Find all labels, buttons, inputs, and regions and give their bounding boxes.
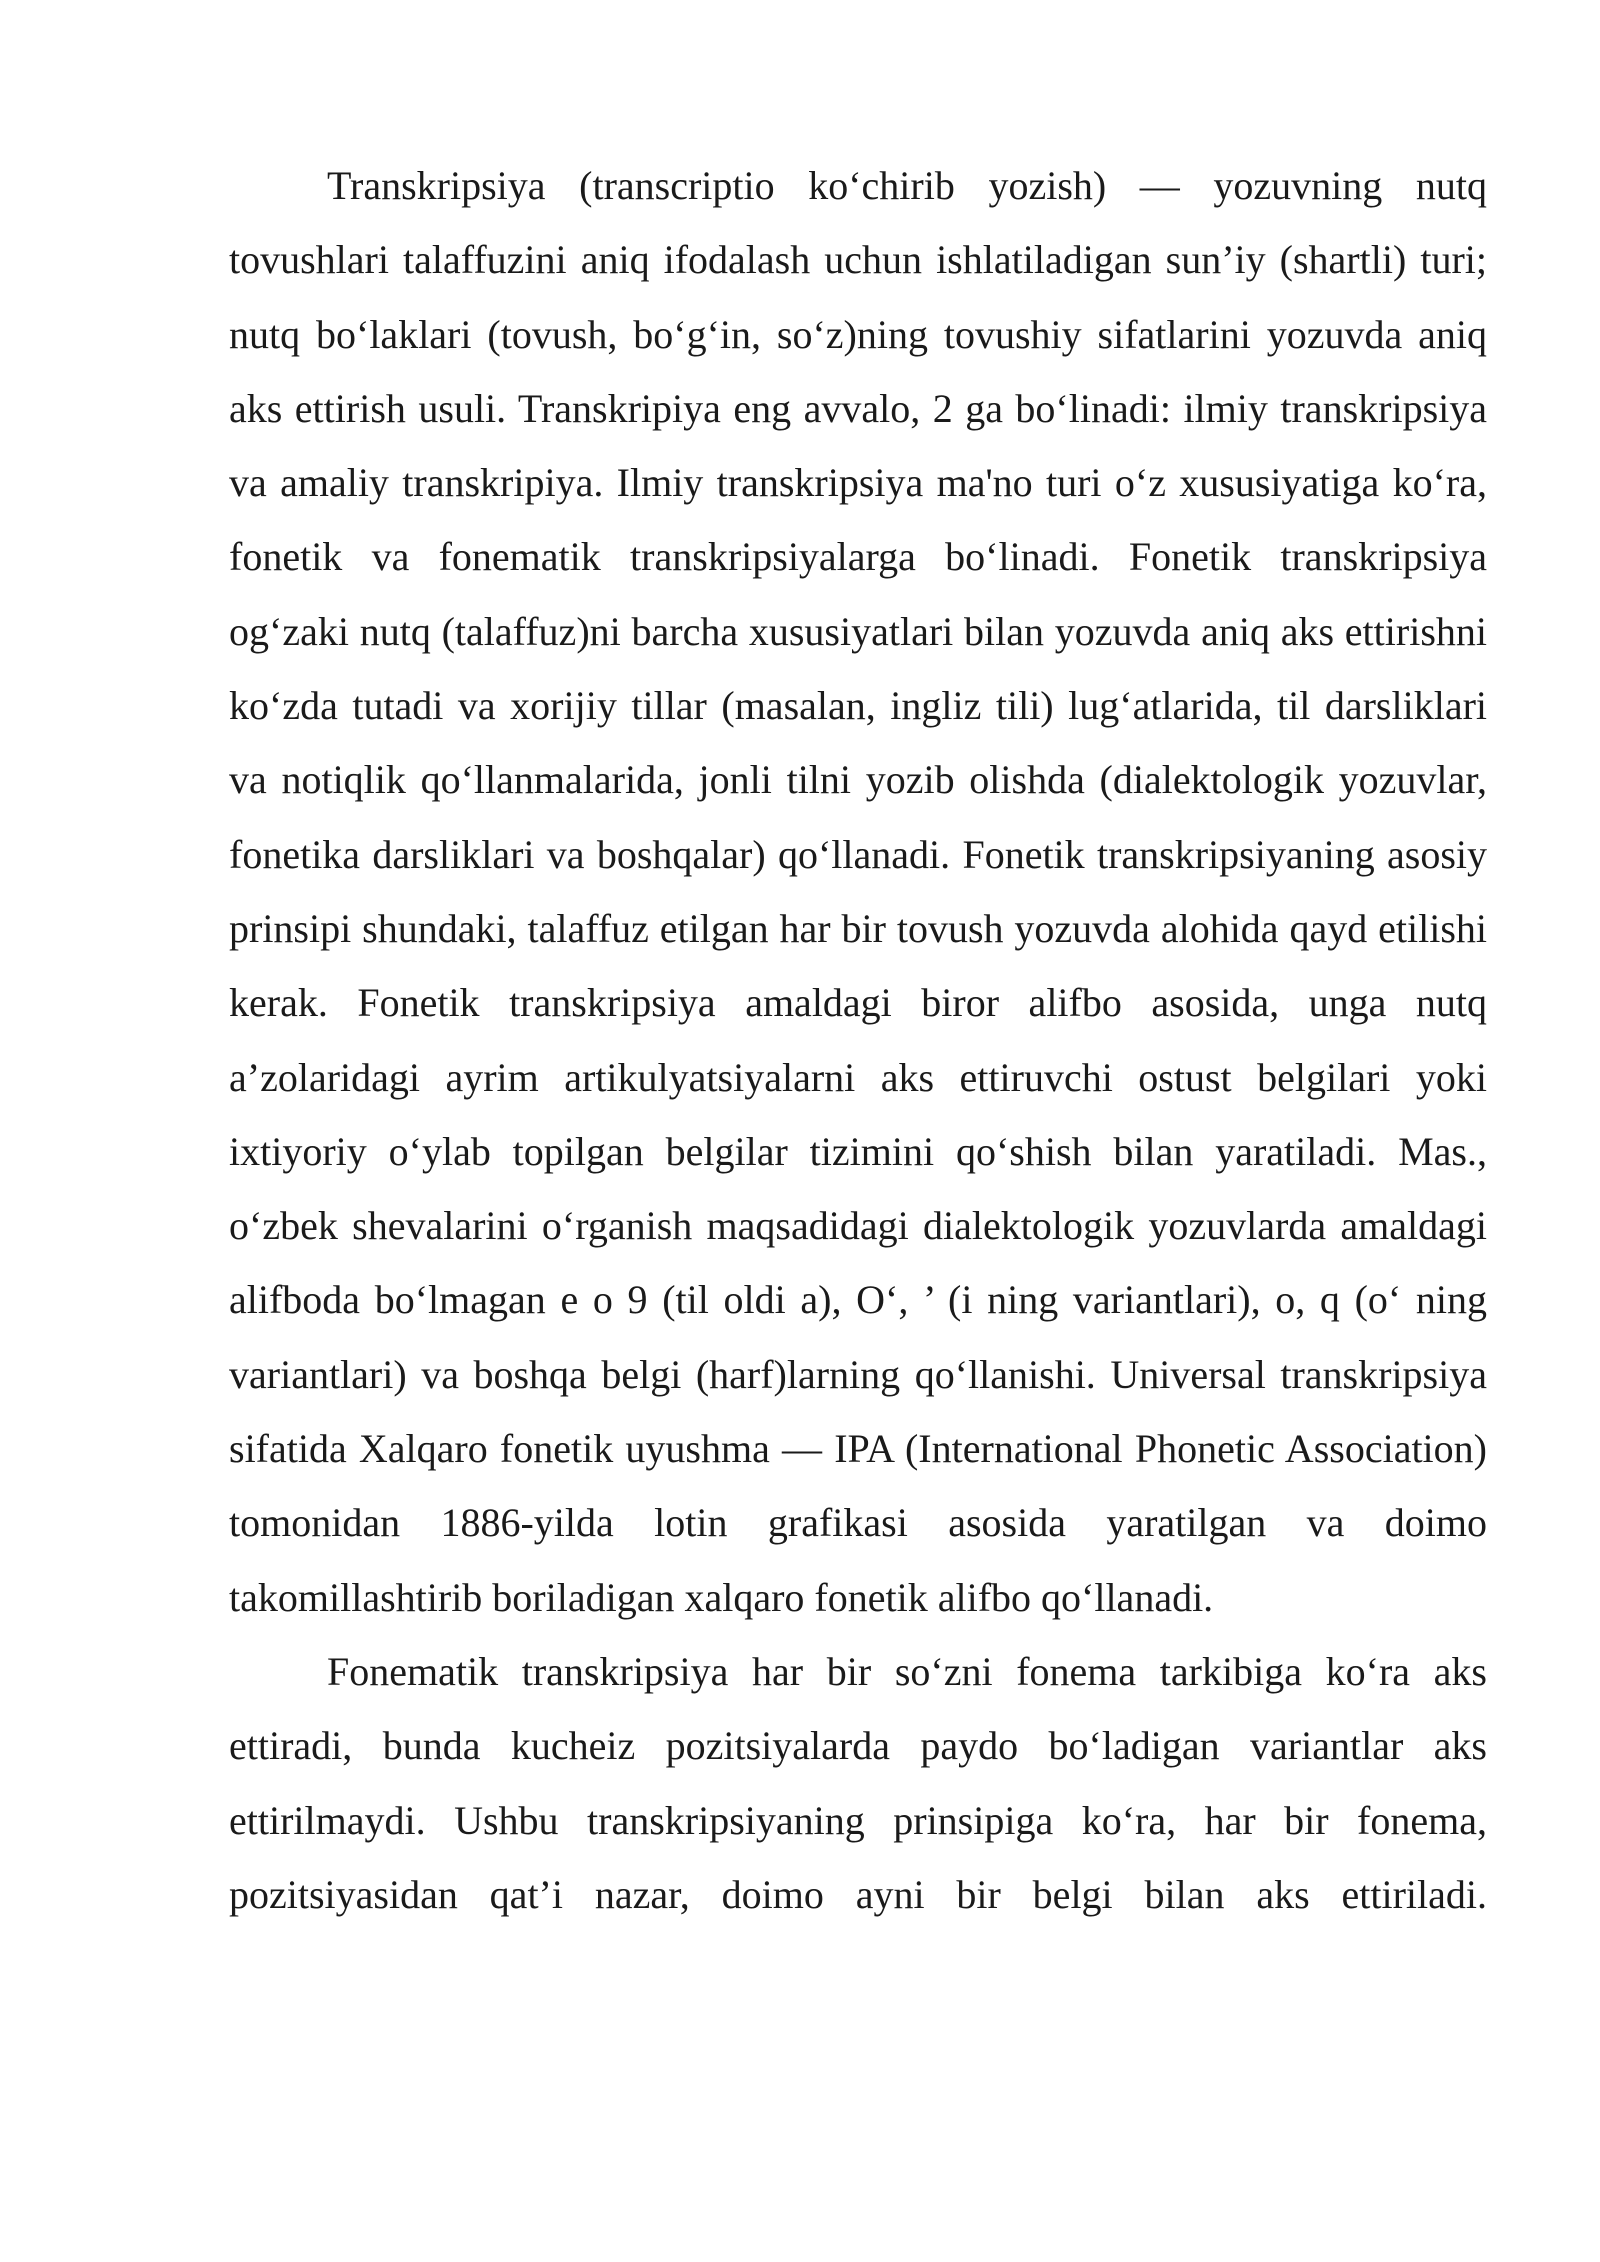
paragraph-transcription-intro: Transkripsiya (transcriptio ko‘chirib yozish) — yozuvning nutq tovushlari talaffuzini aniq ifodalash uchun ishlatiladigan sun’iy (shartli) turi; nutq bo‘laklari (tovush, bo‘g‘in, so‘z)ning tovushiy sifatlarini yozuvda aniq aks ettirish usuli. Transkripiya eng avvalo, 2 ga bo‘linadi: ilmiy transkripsiya va amaliy transkripiya. Ilmiy transkripsiya ma'no turi o‘z xususiyatiga ko‘ra, fonetik va fonematik transkripsiyalarga bo‘linadi. Fonetik transkripsiya og‘zaki nutq (talaffuz)ni barcha xususiyatlari bilan yozuvda aniq aks ettirishni ko‘zda tutadi va xorijiy tillar (masalan, ingliz tili) lug‘atlarida, til darsliklari va notiqlik qo‘llanmalarida, jonli tilni yozib olishda (dialektologik yozuvlar, fonetika darsliklari va boshqalar) qo‘llanadi. Fonetik transkripsiyaning asosiy prinsipi shundaki, talaffuz etilgan har bir tovush yozuvda alohida qayd etilishi kerak. Fonetik transkripsiya amaldagi biror alifbo asosida, unga nutq a’zolaridagi ayrim artikulyatsiyalarni aks ettiruvchi ostust belgilari yoki ixtiyoriy o‘ylab topilgan belgilar tizimini qo‘shish bilan yaratiladi. Mas., o‘zbek shevalarini o‘rganish maqsadidagi dialektologik yozuvlarda amaldagi alifboda bo‘lmagan e o 9 (til oldi a), O‘, ’ (i ning variantlari), o, q (o‘ ning variantlari) va boshqa belgi (harf)larning qo‘llanishi. Universal transkripsiya sifatida Xalqaro fonetik uyushma — IPA (International Phonetic Association) tomonidan 1886-yilda lotin grafikasi asosida yaratilgan va doimo takomillashtirib boriladigan xalqaro fonetik alifbo qo‘llanadi. bbox=[229, 163, 1487, 1620]
body-text bbox=[229, 149, 1487, 1932]
paragraph-phonemic-transcription: Fonematik transkripsiya har bir so‘zni fonema tarkibiga ko‘ra aks ettiradi, bunda kucheiz pozitsiyalarda paydo bo‘ladigan variantlar aks ettirilmaydi. Ushbu transkripsiyaning prinsipiga ko‘ra, har bir fonema, pozitsiyasidan qat’i nazar, doimo ayni bir belgi bilan aks ettiriladi. bbox=[229, 1648, 1487, 1917]
